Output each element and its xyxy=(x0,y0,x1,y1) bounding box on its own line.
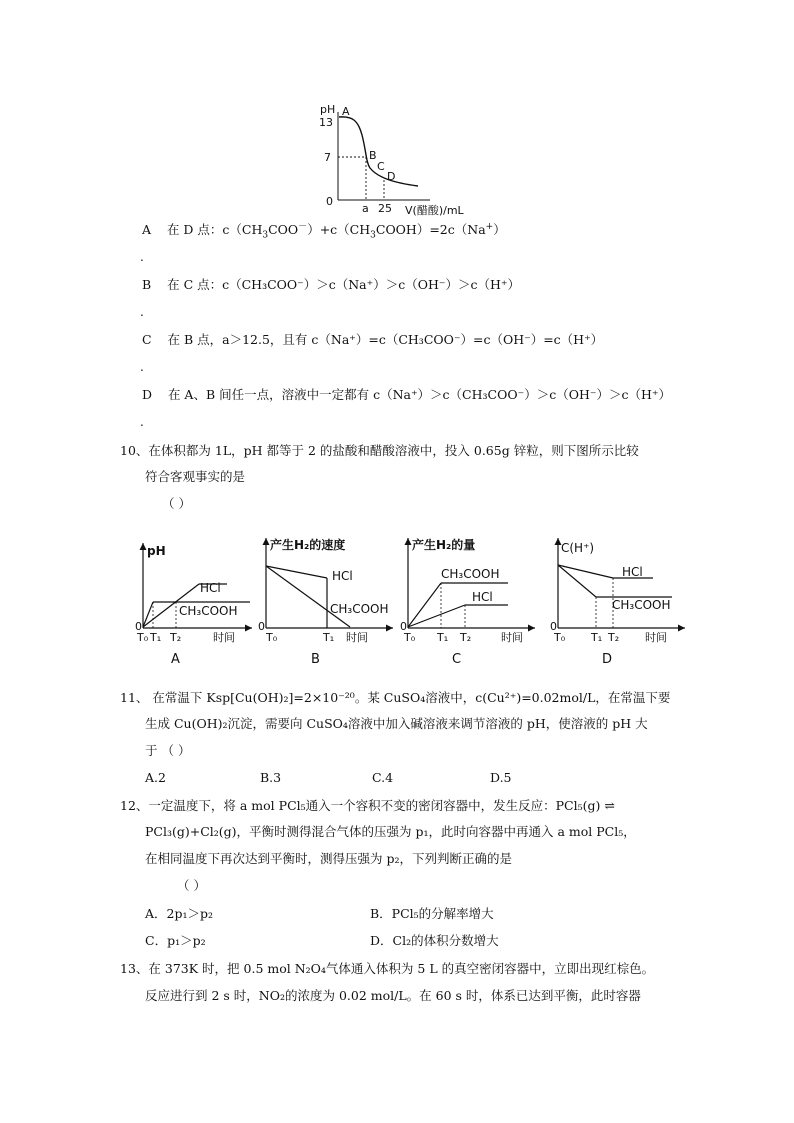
chart-b-ch3: CH₃COOH xyxy=(330,602,389,616)
chart-b-hcl: HCl xyxy=(332,569,353,583)
q13-line-2: 反应进行到 2 s 时，NO₂的浓度为 0.02 mol/L。在 60 s 时，体系已达到平衡，此时容器 xyxy=(145,988,641,1003)
chart-c-zero: 0 xyxy=(400,620,407,633)
chart-d-t2: T₂ xyxy=(608,631,620,644)
titration-y7: 7 xyxy=(324,151,331,164)
titration-x-label: V(醋酸)/mL xyxy=(405,204,464,217)
titration-y-label: pH xyxy=(320,103,336,116)
q9-option-c-letter: C xyxy=(142,332,152,347)
chart-c-t1: T₁ xyxy=(437,631,449,644)
chart-a-label: A xyxy=(171,652,180,667)
q11-line-2: 生成 Cu(OH)₂沉淀，需要向 CuSO₄溶液中加入碱溶液来调节溶液的 pH，使溶液的 pH 大 xyxy=(145,716,648,731)
q11-option-d: D.5 xyxy=(490,770,512,785)
chart-d-label: D xyxy=(602,652,613,667)
titration-point-d: D xyxy=(387,170,396,183)
chart-c-xt: 时间 xyxy=(501,631,523,644)
q9-dot-1: . xyxy=(140,250,144,264)
q9-option-a-letter: A xyxy=(142,222,152,237)
chart-c-t0: T₀ xyxy=(404,631,416,644)
q9-option-c-text: 在 B 点，a＞12.5，且有 c（Na⁺）=c（CH₃COO⁻）=c（OH⁻）=c（H⁺） xyxy=(167,332,604,347)
q9-dot-3: . xyxy=(140,360,144,374)
q10-line-2: 符合客观事实的是 xyxy=(145,469,246,484)
chart-d-t1: T₁ xyxy=(591,631,603,644)
chart-b-zero: 0 xyxy=(258,620,265,633)
chart-b-t0: T₀ xyxy=(266,631,278,644)
q11-line-1: 11、 在常温下 Ksp[Cu(OH)₂]=2×10⁻²⁰。某 CuSO₄溶液中，c(Cu²⁺)=0.02mol/L，在常温下要 xyxy=(120,690,671,705)
chart-a-t1: T₁ xyxy=(150,631,162,644)
titration-origin: 0 xyxy=(326,195,333,208)
q9-option-b-text: 在 C 点：c（CH₃COO⁻）＞c（Na⁺）＞c（OH⁻）＞c（H⁺） xyxy=(167,277,520,292)
q12-blank: （ ） xyxy=(177,878,206,893)
q9-dot-2: . xyxy=(140,305,144,319)
chart-a-ylabel: pH xyxy=(147,544,166,558)
q12-option-c: C．p₁＞p₂ xyxy=(145,933,206,948)
chart-b-label: B xyxy=(311,652,320,667)
titration-point-b: B xyxy=(369,149,377,162)
chart-d-zero: 0 xyxy=(550,620,557,633)
titration-point-a: A xyxy=(342,105,350,118)
titration-y13: 13 xyxy=(319,116,333,129)
chart-d-hcl: HCl xyxy=(622,565,643,579)
q10-blank: （ ） xyxy=(162,496,191,511)
q10-line-1: 10、在体积都为 1L，pH 都等于 2 的盐酸和醋酸溶液中，投入 0.65g 锌粒，则下图所示比较 xyxy=(120,443,639,458)
q9-option-a-text: 在 D 点：$c(CH_3COO^-)+c(CH_3COOH)=2c(Na^+)$ xyxy=(166,221,506,241)
q12-line-1: 12、一定温度下，将 a mol PCl₅通入一个容积不变的密闭容器中，发生反应：PCl₅(g) ⇌ xyxy=(120,798,615,813)
q12-line-3: 在相同温度下再次达到平衡时，测得压强为 p₂，下列判断正确的是 xyxy=(145,851,512,866)
chart-d-ylabel: C(H⁺) xyxy=(561,541,595,555)
q11-option-b: B.3 xyxy=(260,770,282,785)
q11-option-a: A.2 xyxy=(145,770,166,785)
chart-c-label: C xyxy=(452,652,462,667)
chart-b-ylabel: 产生H₂的速度 xyxy=(270,538,346,552)
chart-c-ch3: CH₃COOH xyxy=(441,567,500,581)
q11-option-c: C.4 xyxy=(372,770,394,785)
q9-option-d-text: 在 A、B 间任一点，溶液中一定都有 c（Na⁺）＞c（CH₃COO⁻）＞c（OH⁻）＞c（H⁺） xyxy=(167,387,671,402)
q9-option-b-letter: B xyxy=(142,277,152,292)
chart-a-ch3: CH₃COOH xyxy=(179,604,238,618)
titration-point-c: C xyxy=(377,160,385,173)
chart-a-t2: T₂ xyxy=(170,631,182,644)
q9-option-d-letter: D xyxy=(142,387,153,402)
q12-option-d: D．Cl₂的体积分数增大 xyxy=(370,933,499,948)
q9-dot-4: . xyxy=(140,415,144,429)
chart-d-ch3: CH₃COOH xyxy=(612,598,671,612)
chart-a-zero: 0 xyxy=(135,620,142,633)
q12-option-b: B．PCl₅的分解率增大 xyxy=(370,906,494,921)
chart-c-t2: T₂ xyxy=(460,631,472,644)
chart-a-hcl: HCl xyxy=(200,581,221,595)
q12-line-2: PCl₃(g)+Cl₂(g)，平衡时测得混合气体的压强为 p₁，此时向容器中再通入 a mol PCl₅， xyxy=(145,824,636,839)
titration-x-a: a xyxy=(362,202,369,215)
chart-b-t1: T₁ xyxy=(323,631,335,644)
chart-d-xt: 时间 xyxy=(645,631,667,644)
q13-line-1: 13、在 373K 时，把 0.5 mol N₂O₄气体通入体积为 5 L 的真空密闭容器中，立即出现红棕色。 xyxy=(120,961,655,976)
titration-x-25: 25 xyxy=(378,202,392,215)
chart-b-xt: 时间 xyxy=(346,631,368,644)
q11-line-3: 于 （ ） xyxy=(145,743,191,758)
chart-d-t0: T₀ xyxy=(554,631,566,644)
chart-a-xt: 时间 xyxy=(213,631,235,644)
chart-a-t0: T₀ xyxy=(137,631,149,644)
chart-c-hcl: HCl xyxy=(472,590,493,604)
chart-c-ylabel: 产生H₂的量 xyxy=(412,538,476,552)
q12-option-a: A．2p₁＞p₂ xyxy=(145,906,214,921)
